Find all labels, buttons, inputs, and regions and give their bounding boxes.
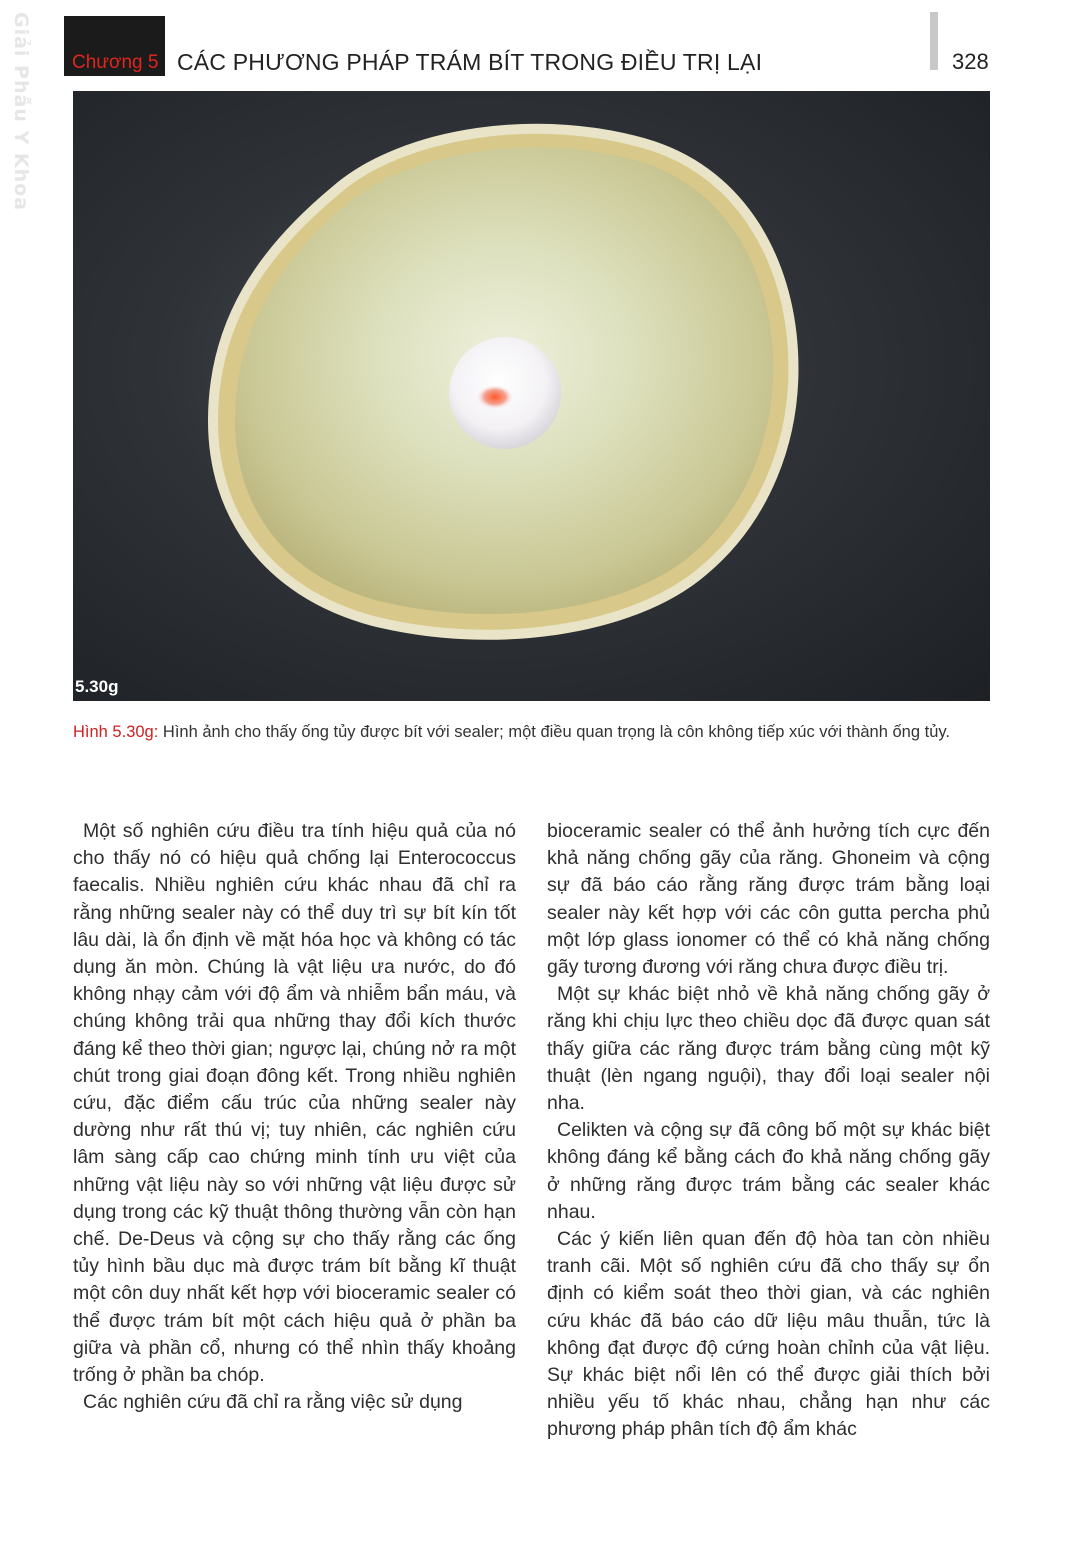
figure-number-label: 5.30g — [75, 677, 119, 696]
header-divider — [930, 12, 938, 70]
body-column-left — [73, 818, 516, 1416]
page-number: 328 — [952, 49, 989, 74]
figure-photo — [73, 91, 990, 701]
body-column-right — [547, 818, 990, 1444]
side-watermark: Giải Phẫu Y Khoa — [10, 12, 32, 211]
paragraph: Các ý kiến liên quan đến độ hòa tan còn nhiều tranh cãi. Một số nghiên cứu đã cho thấy sự ổn định có kiểm soát theo thời gian, và các nghiên cứu khác đã báo cáo dữ liệu mâu thuẫn, tức là không đạt được độ cứng hoàn chỉnh của vật liệu. Sự khác biệt nổi lên có thể được giải thích bởi nhiều yếu tố khác nhau, chẳng hạn như các phương pháp phân tích độ ẩm khác — [547, 1228, 990, 1441]
chapter-label: Chương 5 — [72, 52, 159, 73]
paragraph: Một sự khác biệt nhỏ về khả năng chống gãy ở răng khi chịu lực theo chiều dọc đã được quan sát thấy giữa các răng được trám bằng cùng một kỹ thuật (lèn ngang nguội), thay đổi loại sealer nội nha. — [547, 983, 990, 1115]
chapter-title: CÁC PHƯƠNG PHÁP TRÁM BÍT TRONG ĐIỀU TRỊ LẠI — [177, 49, 763, 75]
paragraph: Celikten và cộng sự đã công bố một sự khác biệt không đáng kể bằng cách đo khả năng chống gãy ở những răng được trám bằng các sealer khác nhau. — [547, 1119, 990, 1223]
caption-text: Hình ảnh cho thấy ống tủy được bít với sealer; một điều quan trọng là côn không tiếp xúc với thành ống tủy. — [158, 723, 950, 741]
caption-label: Hình 5.30g: — [73, 723, 159, 741]
paragraph: Các nghiên cứu đã chỉ ra rằng việc sử dụng — [83, 1391, 463, 1414]
gutta-percha-cone — [477, 385, 513, 409]
paragraph: bioceramic sealer có thể ảnh hưởng tích cực đến khả năng chống gãy của răng. Ghoneim và cộng sự đã báo cáo rằng răng được trám bằng loại sealer này kết hợp với các côn gutta percha phủ một lớp glass ionomer có thể có khả năng chống gãy tương đương với răng chưa được điều trị. — [547, 820, 990, 979]
paragraph: Một số nghiên cứu điều tra tính hiệu quả của nó cho thấy nó có hiệu quả chống lại Enterococcus faecalis. Nhiều nghiên cứu khác nhau đã chỉ ra rằng những sealer này có thể duy trì sự bít kín tốt lâu dài, là ổn định về mặt hóa học và không có tác dụng ăn mòn. Chúng là vật liệu ưa nước, do đó không nhạy cảm với độ ẩm và nhiễm bẩn máu, và chúng không trải qua những thay đổi kích thước đáng kể theo thời gian; ngược lại, chúng nở ra một chút trong giai đoạn đông kết. Trong nhiều nghiên cứu, đặc điểm cấu trúc của những sealer này dường như rất thú vị; tuy nhiên, các nghiên cứu lâm sàng cấp cao chứng minh tính ưu việt của những vật liệu này so với những vật liệu được sử dụng trong các kỹ thuật thông thường vẫn còn hạn chế. De-Deus và cộng sự cho thấy rằng các ống tủy hình bầu dục mà được trám bít bằng kĩ thuật một côn duy nhất kết hợp với bioceramic sealer có thể được trám bít một cách hiệu quả ở phần ba giữa và phần cổ, nhưng có thể nhìn thấy khoảng trống ở phần ba chóp. — [73, 820, 516, 1387]
root-canal-cross-section-image — [73, 91, 990, 701]
figure-caption — [73, 721, 990, 744]
page-header — [64, 16, 990, 78]
